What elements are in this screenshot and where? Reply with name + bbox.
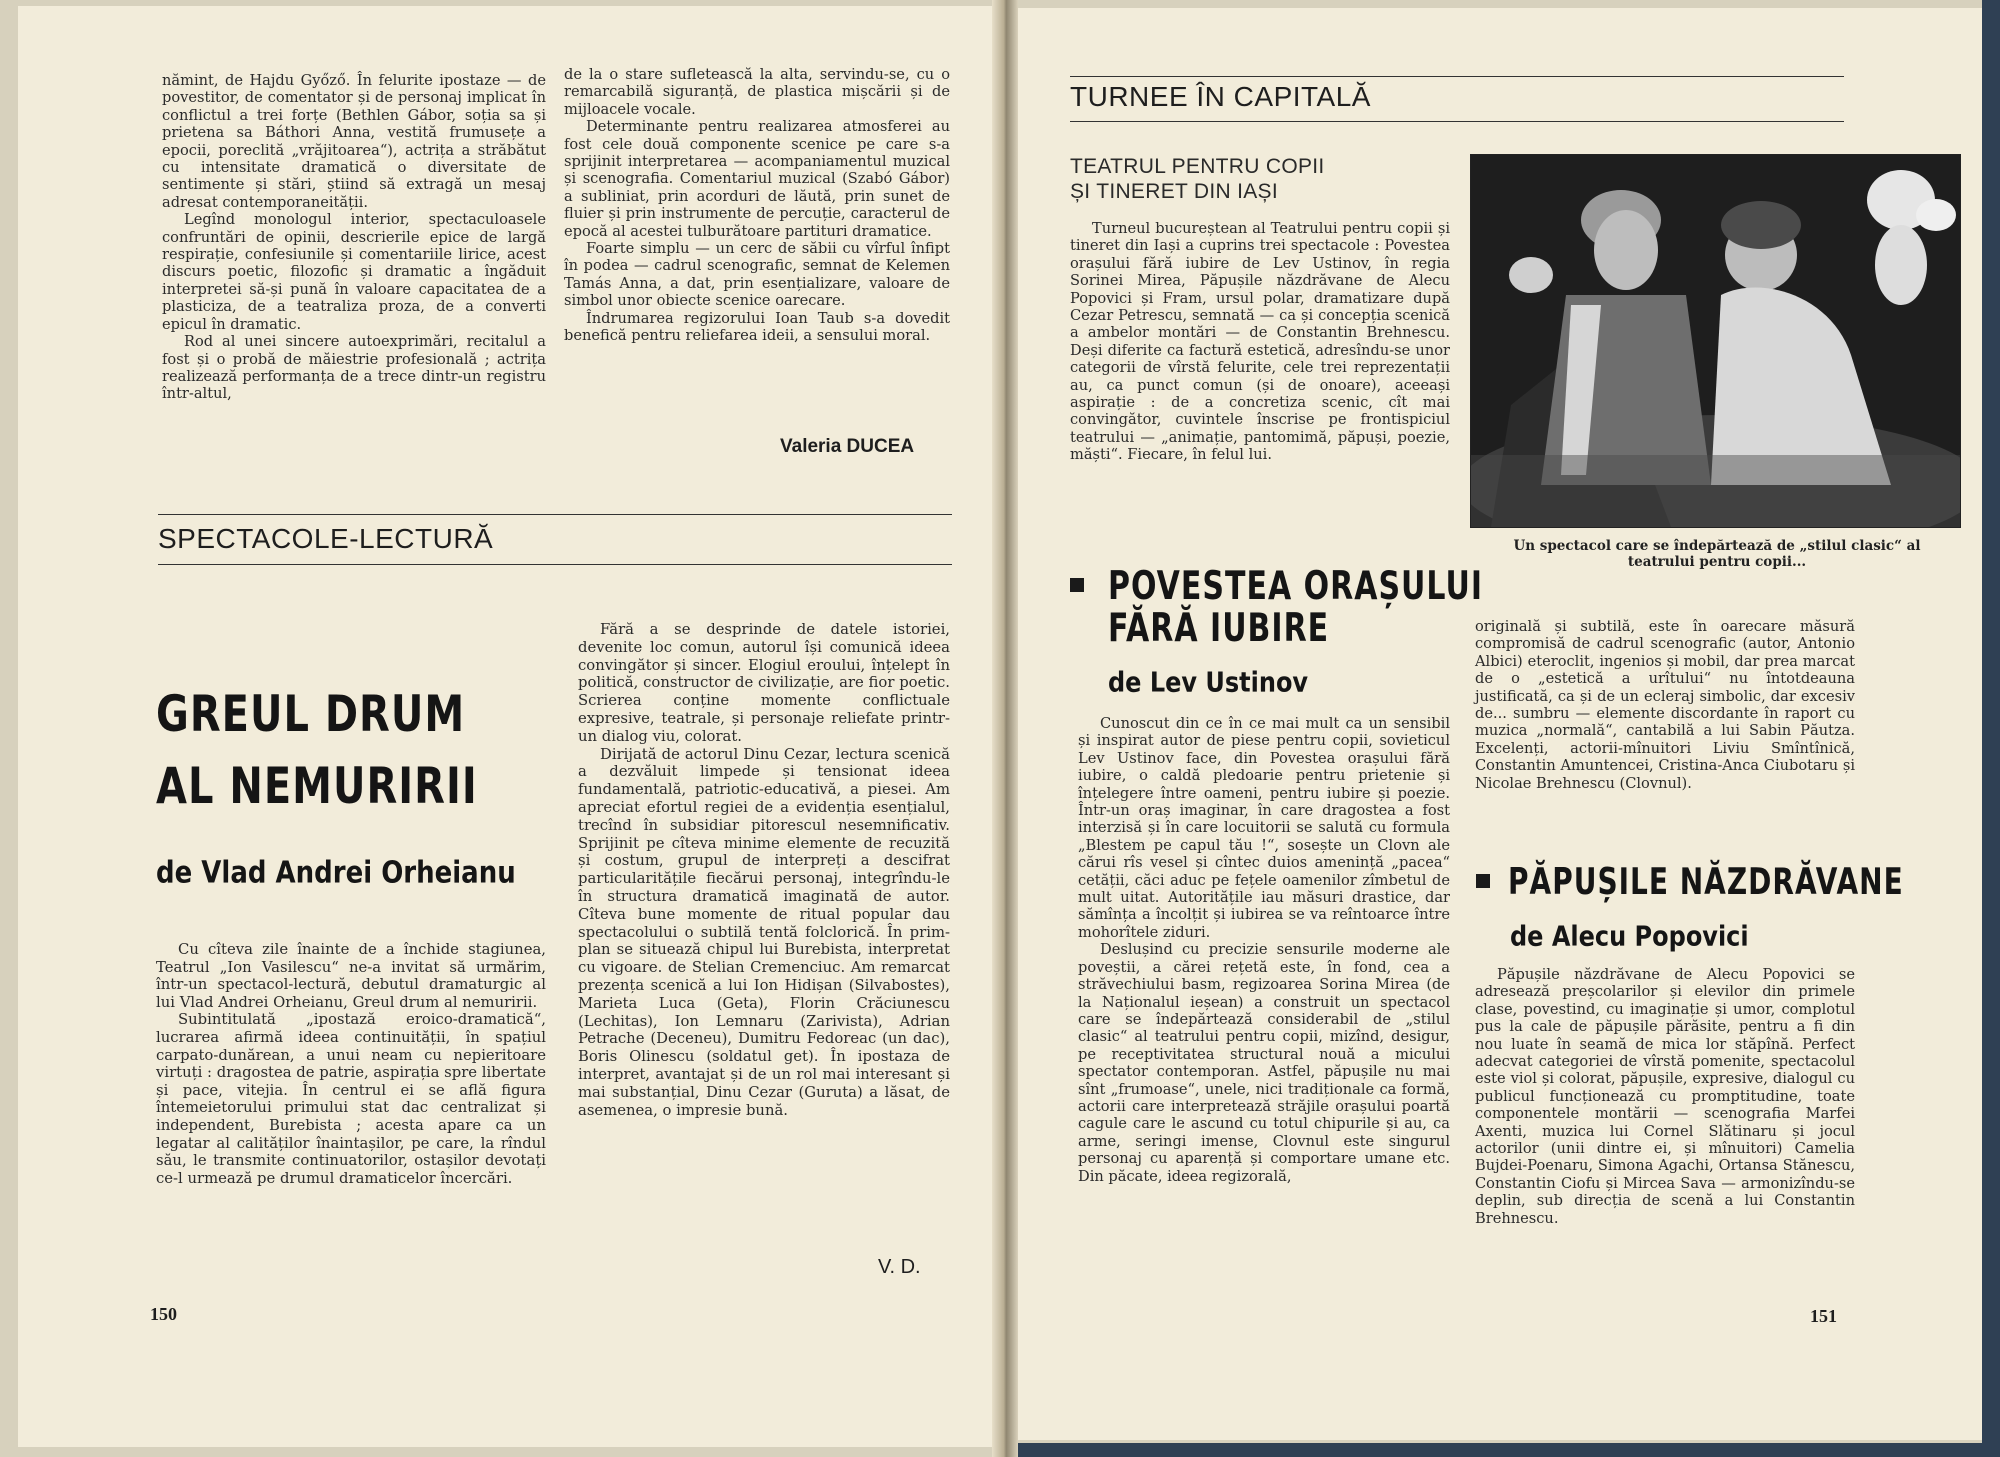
signature-top: Valeria DUCEA [780, 436, 915, 457]
sub-heading-line-2: ȘI TINERET DIN IAȘI [1070, 180, 1278, 203]
sub-heading-line-1: TEATRUL PENTRU COPII [1070, 155, 1325, 178]
article2-author: de Alecu Popovici [1510, 920, 1749, 953]
paragraph: Îndrumarea regizorului Ioan Taub s-a dovedit benefică pentru reliefarea ideii, a sensului moral. [564, 309, 950, 345]
section-rule-top [158, 514, 952, 515]
section-rule-bottom [158, 564, 952, 565]
paragraph: Dirijată de actorul Dinu Cezar, lectura scenică a dezvăluit limpede și tensionat ideea fundamentală, patriotic-educativă, a piesei. Am apreciat efortul regiei de a evidenția esențialul, trecînd în subsidiar pitorescul nesemnificativ. Sprijinit pe cîteva minime elemente de recuzită și costum, grupul de interpreți a descifrat particularitățile fiecărui personaj, integrîndu-le în structura dramatică imaginată de autor. Cîteva bune momente de ritual popular dau spectacolului o subtilă tentă folclorică. În prim-plan se situează chipul lui Burebista, interpretat cu vigoare. de Stelian Cremenciuc. Am remarcat prezența scenică a lui Ion Hidișan (Silvabostes), Marieta Luca (Geta), Florin Crăciunescu (Lechitas), Ion Lemnaru (Zarivista), Adrian Petrache (Deceneu), Dumitru Fedoreac (un dac), Boris Olinescu (soldatul get). În ipostaza de interpret, avantajat și de un rol mai interesant și mai substanțial, Dinu Cezar (Guruta) a lăsat, de asemenea, o impresie bună. [578, 745, 950, 1119]
turnee-rule-bottom [1070, 121, 1844, 122]
article2-column [1475, 966, 1855, 1227]
bullet-square-2 [1476, 874, 1490, 888]
article-title-line-2: AL NEMURIRII [156, 758, 478, 816]
paragraph: originală și subtilă, este în oarecare măsură compromisă de cadrul scenografic (autor, Antonio Albici) eteroclit, ingenios și mobil, dar prea marcat de o „estetică a urîtului“ nu întotdeauna justificată, ca și de un ecleraj simbolic, dar excesiv de... sumbru — elemente discordante în raport cu muzica „normală“, cantabilă a lui Sabin Păutza. Excelenți, actorii-mînuitori Liviu Smîntînică, Constantin Amuntencei, Cristina-Anca Ciubotaru și Nicolae Brehnescu (Clovnul). [1475, 618, 1855, 792]
article1-column [1078, 715, 1450, 1185]
right-intro-column [1070, 220, 1450, 464]
paragraph: Deslușind cu precizie sensurile moderne ale poveștii, a cărei rețetă este, în fond, cea a străvechiului basm, regizoarea Sorina Mirea (de la Naționalul ieșean) a construit un spectacol care se îndepărtează considerabil de „stilul clasic“ al teatrului pentru copii, mizînd, desigur, pe receptivitatea structural nouă a micului spectator contemporan. Astfel, păpușile nu mai sînt „frumoase“, unele, nici tradiționale ca formă, actorii care interpretează străjile orașului poartă cagule care le ascund cu totul chipurile și au, ca arme, seringi imense, Clovnul este singurul personaj cu aparență și comportare umane etc. Din păcate, ideea regizorală, [1078, 941, 1450, 1185]
paragraph: Rod al unei sincere autoexprimări, recitalul a fost și o probă de măiestrie profesională ; actrița realizează performanța de a trece dintr-un registru într-altul, [162, 333, 546, 403]
left-page [18, 6, 1000, 1447]
book-cover-bottom [1000, 1443, 2000, 1457]
paragraph: Cunoscut din ce în ce mai mult ca un sensibil și inspirat autor de piese pentru copii, sovieticul Lev Ustinov face, din Povestea orașului fără iubire, o caldă pledoarie pentru prietenie și înțelegere între oameni, pentru iubire și poezie. Într-un oraș imaginar, în care dragostea a fost interzisă și în care locuitorii se salută cu formula „Blestem pe capul tău !“, sosește un Clovn ale cărui rîs vesel și cîntec duios amenință „pacea“ cetății, căci aduc pe fețele oamenilor zîmbetul de mult uitat. Autoritățile iau măsuri drastice, dar sămînța a încolțit și iubirea se va reîntoarce între mohorîtele ziduri. [1078, 715, 1450, 941]
left-bottom-column-2 [578, 621, 950, 1119]
paragraph: Subintitulată „ipostază eroico-dramatică“, lucrarea afirmă ideea continuității, în spațiul carpato-dunărean, a unui neam cu nepieritoare virtuți : dragostea de patrie, aspirația spre libertate și pace, vitejia. În centrul ei se află figura întemeietorului primului stat dac centralizat și independent, Burebista ; acesta apare ca un legatar al calităților înaintașilor, pe care, la rîndul său, le transmite continuatorilor, ostașilor devotați ce-l urmează pe drumul dramaticelor încercări. [156, 1011, 546, 1187]
page-number-right: 151 [1810, 1306, 1837, 1326]
page-number-left: 150 [150, 1304, 177, 1324]
paragraph: Turneul bucureștean al Teatrului pentru copii și tineret din Iași a cuprins trei spectacole : Povestea orașului fără iubire de Lev Ustinov, în regia Sorinei Mirea, Păpușile năzdrăvane de Alecu Popovici și Fram, ursul polar, dramatizare după Cezar Petrescu, semnată — ca și concepția scenică a ambelor montări — de Constantin Brehnescu. Deși diferite ca factură estetică, adresîndu-se unor categorii de vîrstă felurite, cele trei reprezentații au, ca punct comun (și de onoare), aceeași aspirație : de a concretiza scenic, cît mai convingător, cuvintele înscrise pe frontispiciul teatrului — „animație, pantomimă, păpuși, poezie, măști“. Fiecare, în felul lui. [1070, 220, 1450, 464]
article1-author: de Lev Ustinov [1108, 666, 1309, 699]
section-heading-turnee: TURNEE ÎN CAPITALĂ [1070, 81, 1371, 112]
signature-bottom: V. D. [878, 1256, 921, 1278]
bullet-square-1 [1070, 578, 1084, 592]
book-cover-edge [1982, 0, 2000, 1457]
section-heading-spectacole: SPECTACOLE-LECTURĂ [158, 523, 494, 554]
paragraph: Cu cîteva zile înainte de a închide stagiunea, Teatrul „Ion Vasilescu“ ne-a invitat să urmărim, într-un spectacol-lectură, debutul dramaturgic al lui Vlad Andrei Orheianu, Greul drum al nemuririi. [156, 941, 546, 1011]
paragraph: Fără a se desprinde de datele istoriei, devenite loc comun, autorul își comunică ideea convingător și sincer. Elogiul eroului, înțelept în politică, constructor de civilizație, are fior poetic. Scrierea conține momente conflictuale expresive, teatrale, și personaje reliefate printr-un dialog viu, colorat. [578, 621, 950, 745]
left-top-column-2 [564, 66, 950, 345]
paragraph: Determinante pentru realizarea atmosferei au fost cele două componente scenice pe care s-a sprijinit interpretarea — acompaniamentul muzical și scenografia. Comentariul muzical (Szabó Gábor) a subliniat, prin acorduri de lăută, prin sunet de fluier și prin instrumente de percuție, caracterul de epocă al acestei tulburătoare partituri dramatice. [564, 118, 950, 240]
left-top-column-1 [162, 72, 546, 403]
article1-title-line-2: FĂRĂ IUBIRE [1108, 606, 1330, 652]
paragraph: Foarte simplu — un cerc de săbii cu vîrful înfipt în podea — cadrul scenografic, semnat de Kelemen Tamás Anna, a dat, prin esențializare, valoare de simbol unor obiecte scenice oarecare. [564, 240, 950, 310]
paragraph: Păpușile năzdrăvane de Alecu Popovici se adresează preșcolarilor și elevilor din primele clase, povestind, cu imaginație și umor, complotul pus la cale de păpușile părăsite, pentru a fi din nou luate în seamă de mica lor stăpînă. Perfect adecvat categoriei de vîrstă pomenite, spectacolul este viol și colorat, păpușile, expresive, dialogul cu publicul funcționează cu promptitudine, toate componentele montării — scenografia Marfei Axenti, muzica lui Cornel Slătinaru și jocul actorilor (unii dintre ei, și mînuitori) Camelia Bujdei-Poenaru, Simona Agachi, Ortansa Stănescu, Constantin Ciofu și Mircea Sava — armonizîndu-se deplin, sub direcția de scenă a lui Constantin Brehnescu. [1475, 966, 1855, 1227]
article-author: de Vlad Andrei Orheianu [156, 856, 516, 891]
article2-title: PĂPUȘILE NĂZDRĂVANE [1508, 860, 1904, 903]
article1-title-line-1: POVESTEA ORAȘULUI [1108, 564, 1483, 610]
photo-caption: Un spectacol care se îndepărtează de „stilul clasic“ al teatrului pentru copii... [1513, 538, 1921, 570]
left-bottom-column-1 [156, 941, 546, 1187]
article-title-line-1: GREUL DRUM [156, 686, 466, 744]
sub-heading-teatrul [1070, 154, 1325, 204]
paragraph: Legînd monologul interior, spectaculoasele confruntări de opinii, descrierile epice de largă respirație, confesiunile și comentariile lirice, acest discurs poetic, filozofic și dramatic a îngăduit interpretei să-și pună în valoare capacitatea de a plasticiza, de a teatraliza proza, de a converti epicul în dramatic. [162, 211, 546, 333]
book-spine [992, 0, 1018, 1457]
performance-photo [1470, 154, 1961, 528]
paragraph: nămint, de Hajdu Győző. În felurite ipostaze — de povestitor, de comentator și de personaj implicat în conflictul a trei forțe (Bethlen Gábor, soția sa și prietena sa Báthori Anna, vestită frumusețe a epocii, poreclită „vrăjitoarea“), actrița a străbătut cu intensitate dramatică o diversitate de sentimente și stări, știind să extragă un mesaj adresat contemporaneității. [162, 72, 546, 211]
right-page [1010, 8, 1982, 1440]
article1-column-continued [1475, 618, 1855, 792]
paragraph: de la o stare sufletească la alta, servindu-se, cu o remarcabilă siguranță, de plastica mișcării și de mijloacele vocale. [564, 66, 950, 118]
photo-illustration [1471, 155, 1960, 527]
turnee-rule-top [1070, 76, 1844, 77]
